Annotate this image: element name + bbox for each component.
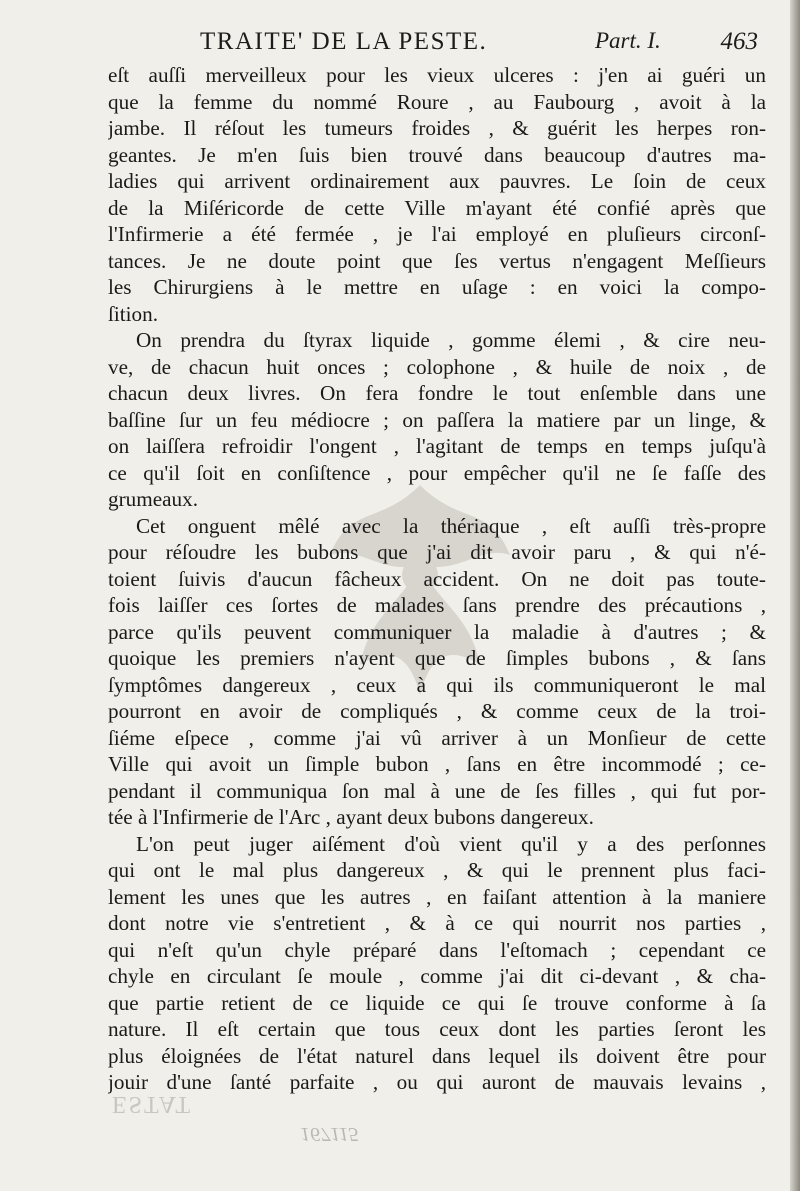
text-line: ſiéme eſpece , comme j'ai vû arriver à un Monſieur de cette: [108, 725, 766, 750]
text-line: quoique les premiers n'ayent que de ſimples bubons , & ſans: [108, 646, 766, 670]
text-line: pour réſoudre les bubons que j'ai dit avoir paru , & qui n'é-: [108, 540, 766, 564]
text-line: ce qu'il ſoit en conſiſtence , pour empêcher qu'il ne ſe faſſe des: [108, 460, 766, 485]
text-line: ve, de chacun huit onces ; colophone , & huile de noix , de: [108, 354, 766, 379]
text-line: que partie retient de ce liquide ce qui ſe trouve conforme à ſa: [108, 990, 766, 1015]
text-line: les Chirurgiens à le mettre en uſage : en voici la compo-: [108, 275, 766, 299]
text-line: ladies qui arrivent ordinairement aux pauvres. Le ſoin de ceux: [108, 169, 766, 193]
text-line: tances. Je ne doute point que ſes vertus n'engagent Meſſieurs: [108, 248, 766, 273]
text-line: dont notre vie s'entretient , & à ce qui nourrit nos parties ,: [108, 911, 766, 935]
text-line: On prendra du ſtyrax liquide , gomme élemi , & cire neu-: [136, 328, 766, 352]
text-line: l'Infirmerie a été fermée , je l'ai employé en pluſieurs circonſ-: [108, 222, 766, 246]
part-label: Part. I.: [595, 28, 661, 53]
text-line: Ville qui avoit un ſimple bubon , ſans en être incommodé ; ce-: [108, 752, 766, 776]
text-line: toient ſuivis d'aucun fâcheux accident. On ne doit pas toute-: [108, 566, 766, 591]
text-line: geantes. Je m'en ſuis bien trouvé dans beaucoup d'autres ma-: [108, 142, 766, 167]
running-title: TRAITE' DE LA PESTE.: [200, 28, 488, 55]
text-line: de la Miſéricorde de cette Ville m'ayant été confié après que: [108, 195, 766, 220]
text-line: tée à l'Infirmerie de l'Arc , ayant deux bubons dangereux.: [108, 805, 594, 829]
text-line: chyle en circulant ſe moule , comme j'ai dit ci-devant , & cha-: [108, 964, 766, 988]
text-line: pourront en avoir de compliqués , & comme ceux de la troi-: [108, 699, 766, 723]
text-line: que la femme du nommé Roure , au Faubourg , avoit à la: [108, 89, 766, 114]
text-line: jouir d'une ſanté parfaite , ou qui auront de mauvais levains ,: [108, 1070, 766, 1094]
bleed-through-number: 167115: [300, 1123, 359, 1145]
page-edge-shadow: [790, 0, 800, 1191]
text-line: on laiſſera refroidir l'ongent , l'agitant de temps en temps juſqu'à: [108, 434, 766, 458]
text-line: Cet onguent mêlé avec la thériaque , eſt auſſi très-propre: [136, 513, 766, 538]
text-line: fois laiſſer ces ſortes de malades ſans prendre des précautions ,: [108, 593, 766, 617]
text-line: L'on peut juger aiſément d'où vient qu'il y a des perſonnes: [136, 831, 766, 856]
text-line: baſſine ſur un feu médiocre ; on paſſera la matiere par un linge, &: [108, 407, 766, 432]
text-line: parce qu'ils peuvent communiquer la maladie à d'autres ; &: [108, 619, 766, 644]
text-line: pendant il communiqua ſon mal à une de ſes filles , qui fut por-: [108, 778, 766, 803]
text-line: eſt auſſi merveilleux pour les vieux ulceres : j'en ai guéri un: [108, 63, 766, 87]
text-line: grumeaux.: [108, 487, 199, 511]
text-line: qui ont le mal plus dangereux , & qui le prennent plus faci-: [108, 858, 766, 882]
text-line: qui n'eſt qu'un chyle préparé dans l'eſtomach ; cependant ce: [108, 937, 766, 962]
text-line: lement les unes que les autres , en faiſant attention à la maniere: [108, 884, 766, 909]
text-line: ſition.: [108, 301, 159, 326]
body-text: [108, 62, 766, 1096]
text-line: ſymptômes dangereux , ceux à qui ils communiqueront le mal: [108, 672, 766, 697]
text-line: jambe. Il réſout les tumeurs froides , & guérit les herpes ron-: [108, 116, 766, 140]
text-line: nature. Il eſt certain que tous ceux dont les parties ſeront les: [108, 1017, 766, 1041]
text-line: chacun deux livres. On fera fondre le tout enſemble dans une: [108, 381, 766, 405]
bleed-through-word: ESTAT: [112, 1091, 193, 1117]
text-line: plus éloignées de l'état naturel dans lequel ils doivent être pour: [108, 1043, 766, 1068]
running-header: [200, 28, 770, 62]
page-number: 463: [720, 28, 758, 55]
